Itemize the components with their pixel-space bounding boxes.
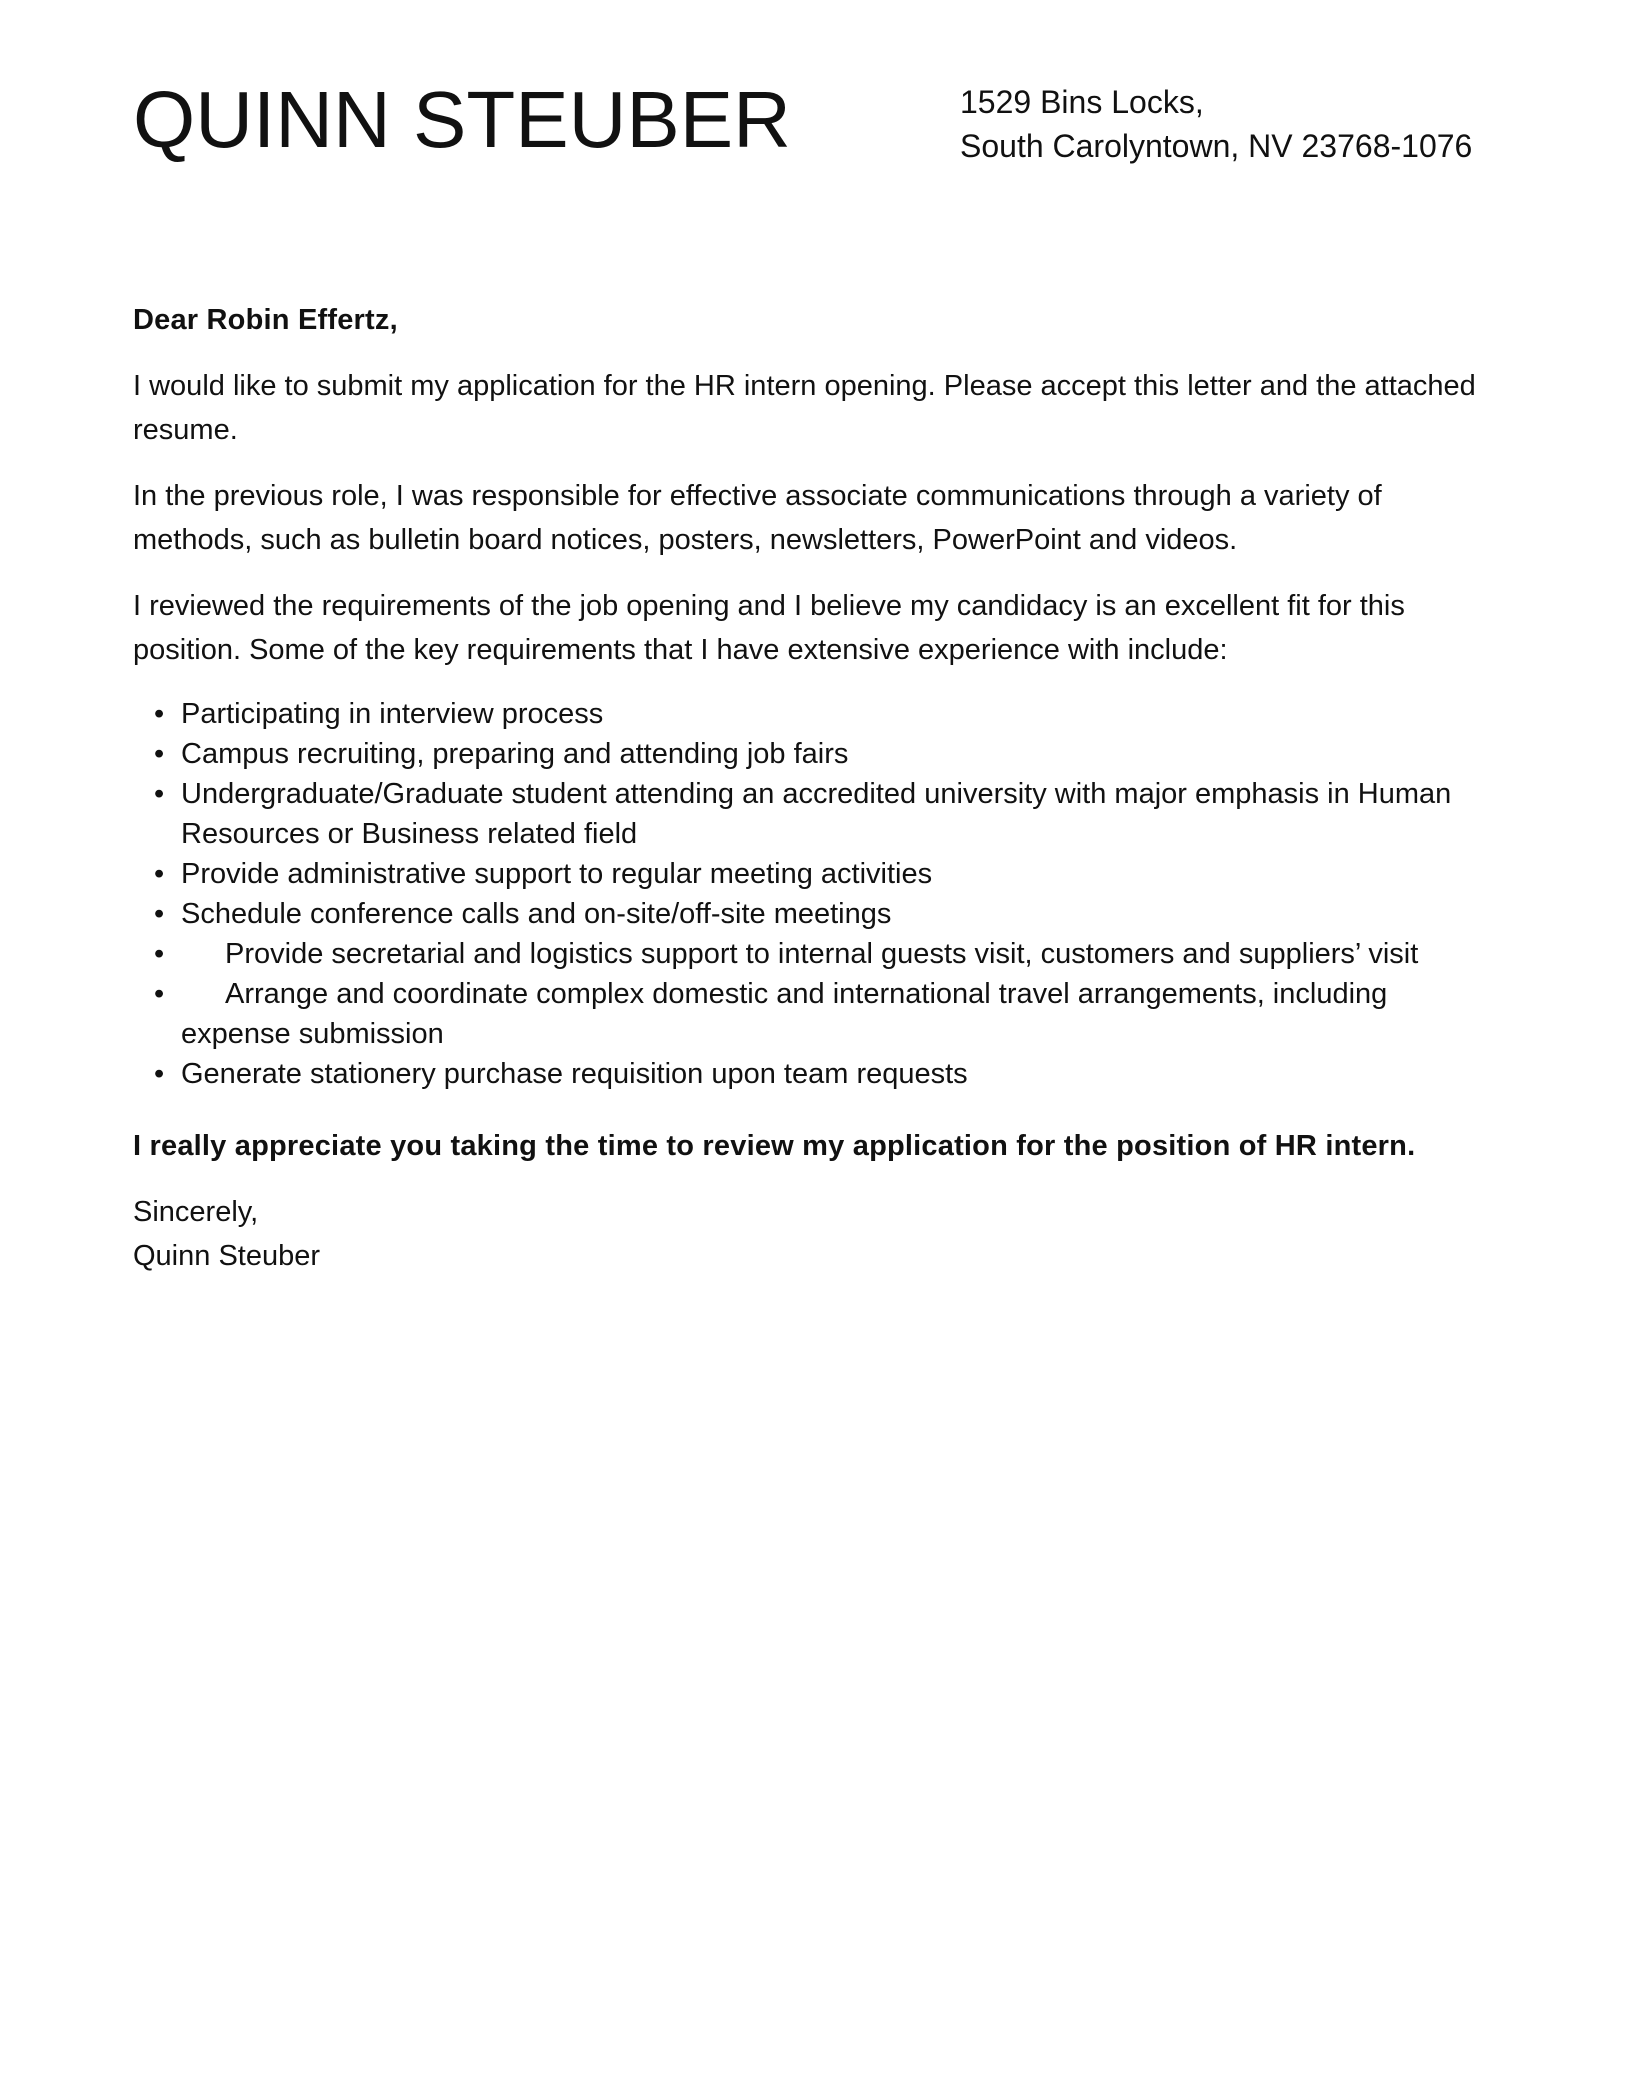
signoff-text: Sincerely, (133, 1196, 259, 1228)
letter-body (133, 298, 1493, 1278)
requirements-list (133, 694, 1493, 1094)
list-item: • Undergraduate/Graduate student attending an accredited university with major emphasis in Human Resources or Business related field (133, 774, 1493, 854)
list-item: • Campus recruiting, preparing and attending job fairs (133, 734, 1493, 774)
signature-name: Quinn Steuber (133, 1240, 321, 1272)
salutation: Dear Robin Effertz, (133, 304, 398, 336)
list-item: • Provide secretarial and logistics support to internal guests visit, customers and suppliers’ visit (133, 934, 1493, 974)
closing-paragraph: I really appreciate you taking the time to review my application for the position of HR intern. (133, 1130, 1416, 1162)
list-item: • Provide administrative support to regular meeting activities (133, 854, 1493, 894)
list-item: • Participating in interview process (133, 694, 1493, 734)
signoff-block (133, 1190, 1493, 1278)
list-item: • Generate stationery purchase requisition upon team requests (133, 1054, 1493, 1094)
experience-paragraph: In the previous role, I was responsible for effective associate communications through a variety of methods, such as bulletin board notices, posters, newsletters, PowerPoint and videos. (133, 480, 1382, 556)
intro-paragraph: I would like to submit my application for the HR intern opening. Please accept this letter and the attached resume. (133, 370, 1476, 446)
address-line-1: 1529 Bins Locks, (960, 84, 1204, 120)
list-item: • Arrange and coordinate complex domestic and international travel arrangements, including expense submission (133, 974, 1493, 1054)
address-line-2: South Carolyntown, NV 23768-1076 (960, 128, 1473, 164)
list-item: • Schedule conference calls and on-site/off-site meetings (133, 894, 1493, 934)
requirements-intro-paragraph: I reviewed the requirements of the job opening and I believe my candidacy is an excellent fit for this position. Some of the key requirements that I have extensive experience with include: (133, 590, 1405, 666)
applicant-name-heading: QUINN STEUBER (133, 75, 791, 164)
applicant-address (960, 80, 1472, 168)
